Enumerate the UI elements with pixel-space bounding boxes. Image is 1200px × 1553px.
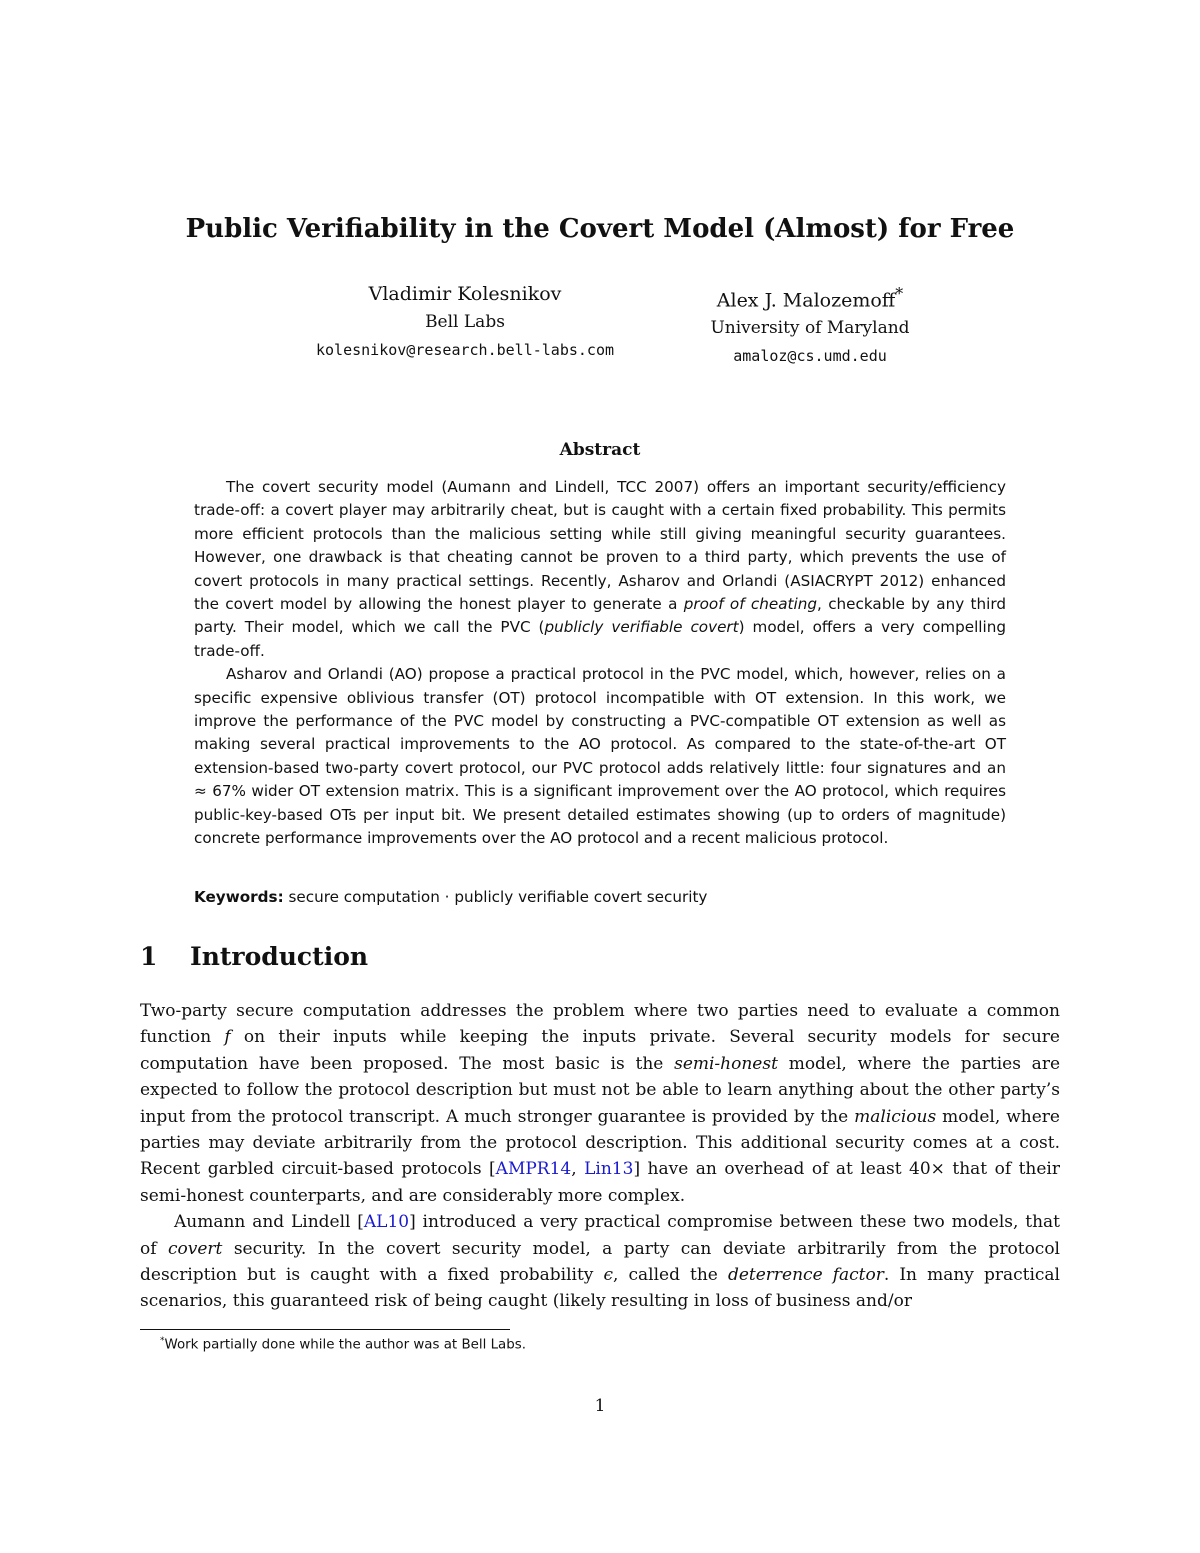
abstract-paragraph-1 xyxy=(194,476,1006,663)
math-variable: ϵ xyxy=(603,1265,613,1286)
math-variable: f xyxy=(224,1027,231,1048)
footnote-text: Work partially done while the author was at Bell Labs. xyxy=(164,1337,526,1353)
abstract-body xyxy=(194,476,1006,851)
intro-paragraph-1 xyxy=(140,998,1060,1209)
footnote-rule xyxy=(140,1329,510,1330)
text-run: Two-party secure computation addresses the problem where two parties need to evaluate a common function xyxy=(140,1001,1060,1048)
citation-link[interactable]: AL10 xyxy=(363,1212,410,1233)
author-footnote-mark: * xyxy=(895,284,904,303)
page-number: 1 xyxy=(594,1396,606,1416)
text-run: ) model, offers a very compelling trade-off. xyxy=(194,618,1006,660)
keywords-label: Keywords: xyxy=(194,888,284,906)
keywords-text: secure computation · publicly verifiable covert security xyxy=(288,888,708,906)
author-name: Vladimir Kolesnikov xyxy=(368,283,562,305)
citation-link[interactable]: AMPR14 xyxy=(495,1159,572,1180)
text-run: The covert security model (Aumann and Lindell, TCC 2007) offers an important security/efficiency trade-off: a covert player may arbitrarily cheat, but is caught with a certain fixed probability. This permits more efficient protocols than the malicious setting while still giving meaningful security guarantees. However, one drawback is that cheating cannot be proven to a third party, which prevents the use of covert protocols in many practical settings. Recently, Asharov and Orlandi (ASIACRYPT 2012) enhanced the covert model by allowing the honest player to generate a xyxy=(194,478,1006,614)
section-number: 1 xyxy=(140,942,158,971)
author-block-2 xyxy=(660,280,960,370)
text-run: model, where parties may deviate arbitrarily from the protocol description. This additional security comes at a cost. Recent garbled circuit-based protocols [ xyxy=(140,1106,1060,1180)
author-affiliation: University of Maryland xyxy=(710,318,910,339)
paper-title: Public Verifiability in the Covert Model (Almost) for Free xyxy=(185,214,1015,244)
author-email: amaloz@cs.umd.edu xyxy=(733,347,887,366)
text-run: ] have an overhead of at least 40× that of their semi-honest counterparts, and are considerably more complex. xyxy=(140,1159,1061,1206)
intro-paragraph-2 xyxy=(140,1209,1060,1315)
text-run: ] introduced a very practical compromise between these two models, that of xyxy=(140,1212,1060,1259)
text-run: . In many practical scenarios, this guaranteed risk of being caught (likely resulting in loss of business and/or xyxy=(140,1265,1060,1312)
text-run: , called the xyxy=(613,1265,728,1286)
section-title: Introduction xyxy=(190,942,369,971)
footnote-mark: * xyxy=(160,1336,165,1346)
text-run: on their inputs while keeping the inputs private. Several security models for secure computation have been proposed. The most basic is the xyxy=(140,1027,1060,1074)
author-affiliation: Bell Labs xyxy=(425,312,505,332)
footnote xyxy=(160,1336,526,1352)
author-email: kolesnikov@research.bell-labs.com xyxy=(315,341,614,359)
introduction-body xyxy=(140,998,1060,1315)
keywords-line xyxy=(194,886,1006,909)
emphasis-text: semi-honest xyxy=(674,1053,778,1074)
abstract-paragraph-2: Asharov and Orlandi (AO) propose a practical protocol in the PVC model, which, however, relies on a specific expensive oblivious transfer (OT) protocol incompatible with OT extension. In this work, we improve the performance of the PVC model by constructing a PVC-compatible OT extension as well as making several practical improvements to the AO protocol. As compared to the state-of-the-art OT extension-based two-party covert protocol, our PVC protocol adds relatively little: four signatures and an ≈ 67% wider OT extension matrix. This is a significant improvement over the AO protocol, which requires public-key-based OTs per input bit. We present detailed estimates showing (up to orders of magnitude) concrete performance improvements over the AO protocol and a recent malicious protocol. xyxy=(194,665,1006,848)
text-run: , checkable by any third party. Their model, which we call the PVC ( xyxy=(194,595,1006,637)
text-run: Aumann and Lindell [ xyxy=(174,1212,364,1233)
text-run: security. In the covert security model, a party can deviate arbitrarily from the protocol description but is caught with a fixed probability xyxy=(140,1238,1060,1286)
emphasis-text: covert xyxy=(167,1238,223,1259)
author-block-1 xyxy=(270,280,660,364)
author-name-text: Alex J. Malozemoff xyxy=(716,289,896,312)
emphasis-text: deterrence factor xyxy=(727,1265,884,1286)
emphasis-text: malicious xyxy=(854,1106,937,1127)
text-run: , xyxy=(571,1159,585,1180)
section-heading xyxy=(140,942,368,971)
author-name xyxy=(660,280,960,314)
emphasis-text: publicly verifiable covert xyxy=(544,618,739,637)
abstract-heading: Abstract xyxy=(559,440,641,460)
emphasis-text: proof of cheating xyxy=(683,595,817,614)
citation-link[interactable]: Lin13 xyxy=(584,1159,634,1180)
text-run: model, where the parties are expected to follow the protocol description but must not be able to learn anything about the other party’s input from the protocol transcript. A much stronger guarantee is provided by the xyxy=(140,1053,1060,1127)
